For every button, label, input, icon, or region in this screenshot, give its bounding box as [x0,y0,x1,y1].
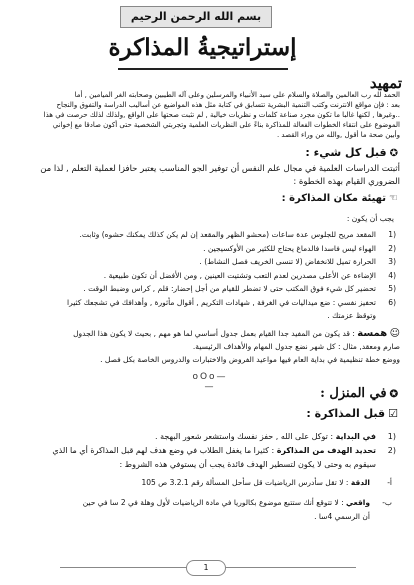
must-be-label: يجب أن يكون : [346,214,394,223]
note-heading: همسة [357,328,388,339]
intro-line-5: وأبين صحة ما أقول ,والله من وراء القصد . [276,131,400,139]
list-item-continued: أن الرسمي 4سا . [314,512,370,521]
page-number: 1 [186,560,226,576]
intro-line-2: بعد : فإن مواقع الانترنت وكتب التنمية البشرية تتسابق في كتابة مثل هذه المواضيع عن أساليب الدراسة والتفوق والنجاح [56,101,400,109]
star-icon: ✪ [389,389,398,400]
list-item: (2 الهواء ليس فاسدا فالدماغ يحتاج للكثير من الأوكسيجين . [203,243,396,253]
note-line-3: ووضع خطة تنظيمية في بداية العام فيها مواعيد الفروض والاختبارات والدروس الخاصة بكل فصل . [100,355,400,364]
basmala-box: بسم الله الرحمن الرحيم [120,6,272,28]
list-item: أ- الدقة : لا تقل سأدرس الرياضيات قل سأحل المسألة رقم 3.2.1 ص 105 [141,478,392,487]
workspace-list [16,228,396,323]
intro-line-1: الحمد لله رب العالمين والصلاة والسلام على سيد الأنبياء والمرسلين وعلى آله الطيبين وصحابته الغر الميامين , أما [74,91,400,99]
list-item: (4 الإضاءة عن الأعلى مصدرين لعدم التعب وتشتيت العينين , ومن الأفضل أن تكون طبيعية . [103,270,396,280]
section-separator: —oOo— [192,372,228,392]
section1-heading: ✪قبل كل شيء : [305,146,398,159]
goal-conditions-list [22,476,392,524]
intro-heading: تمهيد [369,74,402,92]
workspace-heading: ☜تهيئة مكان المذاكرة : [281,193,398,204]
intro-line-3: ..وغيرها , لكنها غالبا ما تكون مجرد صناعة كلمات و نظريات خيالية , لم تثبت صحتها على الواقع ,ولذلك لذلك حرصت في هذا [43,111,400,119]
section2-heading: ✪في المنزل : [320,386,398,401]
checkbox-icon: ☑ [388,407,398,420]
intro-line-4: الموضوع على انتقاء الخطوات الفعالة للمذاكرة بناءً على النظريات العلمية وتجربتي الشخصية حتى أكون صادقا مع إخواني [52,121,400,129]
before-study-heading: ☑قبل المذاكرة : [306,407,398,420]
hand-pointer-icon: ☜ [389,193,398,204]
note-block [10,327,400,366]
list-item-continued: سيقوم به وحتى لا يكون لتسطير الهدف فائدة يجب أن يستوفي هذه الشروط : [119,460,376,469]
list-item-continued: وتوقظ عزمتك . [327,311,376,320]
section1-paragraph: أثبتت الدراسات العلمية في مجال علم النفس أن توفير الجو المناسب يعتبر حافزا لعملية التعلم , لذا من الضروري القيام بهذه الخطوة : [40,164,400,187]
list-item: (6 تحفيز نفسي : ضع ميداليات في الغرفة , شهادات التكريم , أقوال مأثورة , وأهدافك في تشجعك كثيرا [67,297,396,307]
note-line-1: : قد يكون من المفيد جدا القيام بعمل جدول أساسي لما هو مهم , بحيث لا يكون هذا الجدول [73,329,355,338]
list-item: (2 تحديد الهدف من المذاكرة : كثيرا ما يغفل الطلاب في وضع هدف لهم قبل المذاكرة أي ما الذي [52,446,396,455]
before-study-list [16,430,396,472]
list-item: (3 الحرارة تميل للانخفاض (لا تنسى الخريف فصل النشاط) . [199,257,396,266]
page-title: إستراتيجيةُ المذاكرة [108,34,297,61]
list-item: (1 المقعد مريح للجلوس عدة ساعات (محشو الظهر والمقعد إن لم يكن كذلك يمكنك حشوه) وثابت. [79,230,396,239]
note-line-2: صارم ومعقد, مثال : كل شهر نضع جدول المهام والأهداف الرئيسية. [192,342,400,351]
list-item: ب- واقعي : لا تتوقع أنك ستتبع موضوع بكالوريا في مادة الرياضيات لأول وهلة في 2 سا في حين [82,498,392,507]
title-underline [118,68,288,70]
smiley-icon: ☺ [389,328,400,339]
list-item: (1 في البداية : توكل على الله , حفز نفسك واستشعر شعور البهجة . [155,432,396,441]
list-item: (5 تحضير كل شيء فوق المكتب حتى لا تضطر للقيام من أجل إحضار: قلم , كراس وضبط الوقت . [83,284,396,293]
star-icon: ✪ [389,148,398,159]
